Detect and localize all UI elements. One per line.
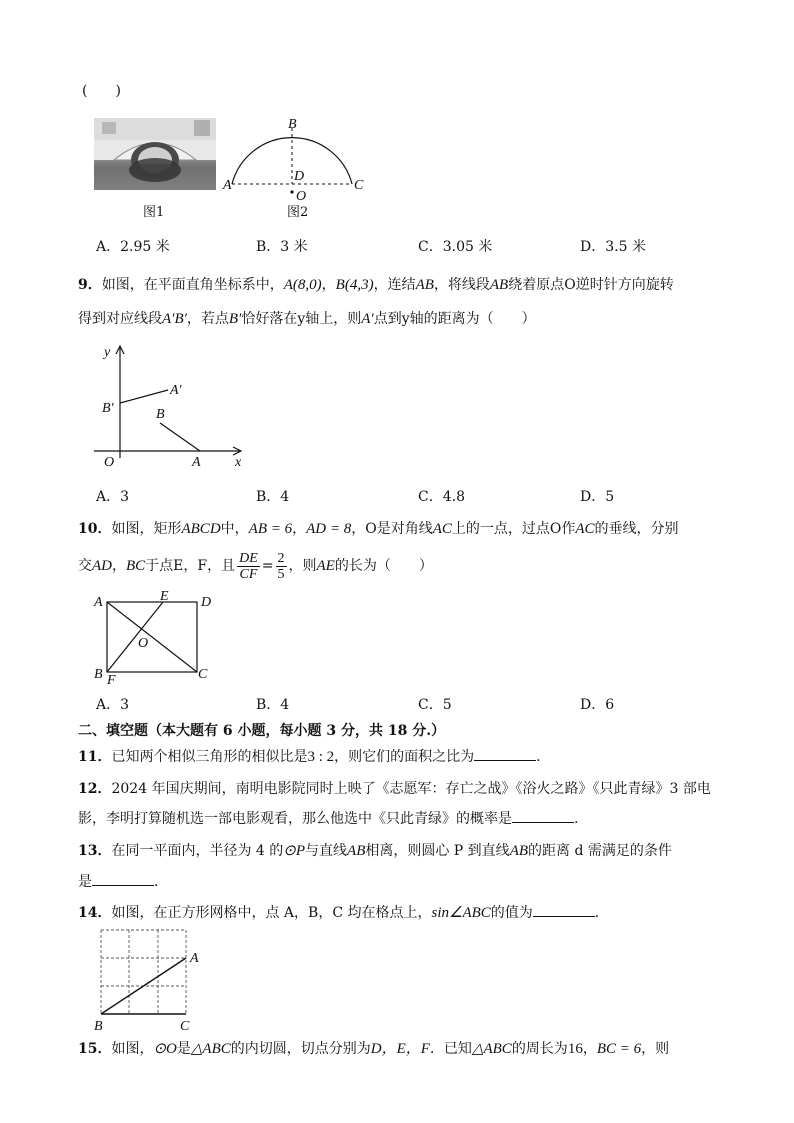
q13-line2: 是 . <box>78 874 159 890</box>
center-o <box>290 190 293 193</box>
q10-option-c: C．5 <box>418 697 452 713</box>
q8-option-b: B．3 米 <box>256 239 308 255</box>
q13-answer-blank[interactable] <box>92 885 154 886</box>
label-d: D <box>294 169 305 184</box>
fraction-de-cf: $\frac{DE}{CF}$ <box>239 550 258 582</box>
q8-fig1-caption: 图1 <box>143 205 165 220</box>
q10-option-b: B．4 <box>256 697 290 713</box>
label-b: B <box>94 667 103 682</box>
q14-text: 14．如图，在正方形网格中，点 A，B，C 均在格点上，sin∠ABC的值为 . <box>78 905 600 921</box>
diagonal-ac <box>107 602 197 672</box>
q13-line1: 13．在同一平面内，半径为 4 的⊙P与直线AB相离，则圆心 P 到直线AB的距离 d 需满足的条件 <box>78 843 672 859</box>
label-o: O <box>138 636 149 651</box>
label-e: E <box>160 590 169 604</box>
q14-grid-diagram <box>90 924 210 1036</box>
q12-line2: 影，李明打算随机选一部电影观看，那么他选中《只此青绿》的概率是 . <box>78 811 579 827</box>
q12-line1: 12．2024 年国庆期间，南明电影院同时上映了《志愿军：存亡之战》《浴火之路》《只此青绿》3 部电 <box>78 781 711 797</box>
q8-bridge-photo <box>94 118 216 190</box>
label-f: F <box>107 673 116 686</box>
q9-option-d: D．5 <box>580 489 615 505</box>
q9-line1: 9．如图，在平面直角坐标系中，A(8,0)，B(4,3)，连结AB，将线段AB绕着原点O逆时针方向旋转 <box>78 277 674 293</box>
label-b: B <box>288 117 297 132</box>
fraction-2-5: $\frac{2}{5}$ <box>277 550 285 582</box>
q10-rectangle-diagram <box>90 590 220 686</box>
label-c: C <box>354 178 364 193</box>
label-d: D <box>201 595 212 610</box>
q10-option-d: D．6 <box>580 697 615 713</box>
label-a: A <box>192 455 201 470</box>
q9-option-a: A．3 <box>96 489 130 505</box>
label-c: C <box>198 667 208 682</box>
segment-ab <box>160 423 200 451</box>
q8-option-a: A．2.95 米 <box>96 239 170 255</box>
label-o: O <box>296 189 307 204</box>
q8-option-d: D．3.5 米 <box>580 239 646 255</box>
q14-answer-blank[interactable] <box>533 916 595 917</box>
q9-option-c: C．4.8 <box>418 489 465 505</box>
q10-line2: 交AD，BC于点E，F，且 $\frac{DE}{CF}$ = $\frac{2}{5}$ ，则AE的长为（ ） <box>78 550 433 582</box>
q10-option-a: A．3 <box>96 697 130 713</box>
q9-line2: 得到对应线段A′B′，若点B′恰好落在y轴上，则A′点到y轴的距离为（ ） <box>78 311 536 327</box>
label-bp: B′ <box>102 401 114 416</box>
label-a: A <box>223 178 232 193</box>
segment-ef <box>107 602 163 672</box>
label-ap: A′ <box>170 383 182 398</box>
q9-option-b: B．4 <box>256 489 290 505</box>
q8-fig2-caption: 图2 <box>287 205 309 220</box>
q11-text: 11．已知两个相似三角形的相似比是3 : 2，则它们的面积之比为 . <box>78 749 541 765</box>
grid-lines <box>101 930 186 1014</box>
q8-option-c: C．3.05 米 <box>418 239 493 255</box>
bridge-photo-drawing <box>94 118 216 190</box>
q12-answer-blank[interactable] <box>512 822 574 823</box>
label-x: x <box>235 455 242 470</box>
label-b: B <box>94 1019 103 1034</box>
q9-coordinate-diagram <box>90 340 260 475</box>
q10-line1: 10．如图，矩形ABCD中，AB = 6，AD = 8，O是对角线AC上的一点，过点O作AC的垂线，分别 <box>78 521 679 537</box>
label-a: A <box>190 951 199 966</box>
label-c: C <box>180 1019 190 1034</box>
label-a: A <box>94 595 103 610</box>
label-b: B <box>156 407 165 422</box>
q11-answer-blank[interactable] <box>474 760 536 761</box>
q15-text: 15．如图，⊙O是△ABC的内切圆，切点分别为D，E，F．已知△ABC的周长为16，BC = 6，则 <box>78 1041 670 1057</box>
segment-apbp <box>120 390 168 403</box>
section2-title: 二、填空题（本大题有 6 小题，每小题 3 分，共 18 分.） <box>78 723 446 739</box>
label-y: y <box>104 345 111 360</box>
label-o: O <box>104 455 115 470</box>
q8-answer-paren: ( ) <box>82 83 121 99</box>
